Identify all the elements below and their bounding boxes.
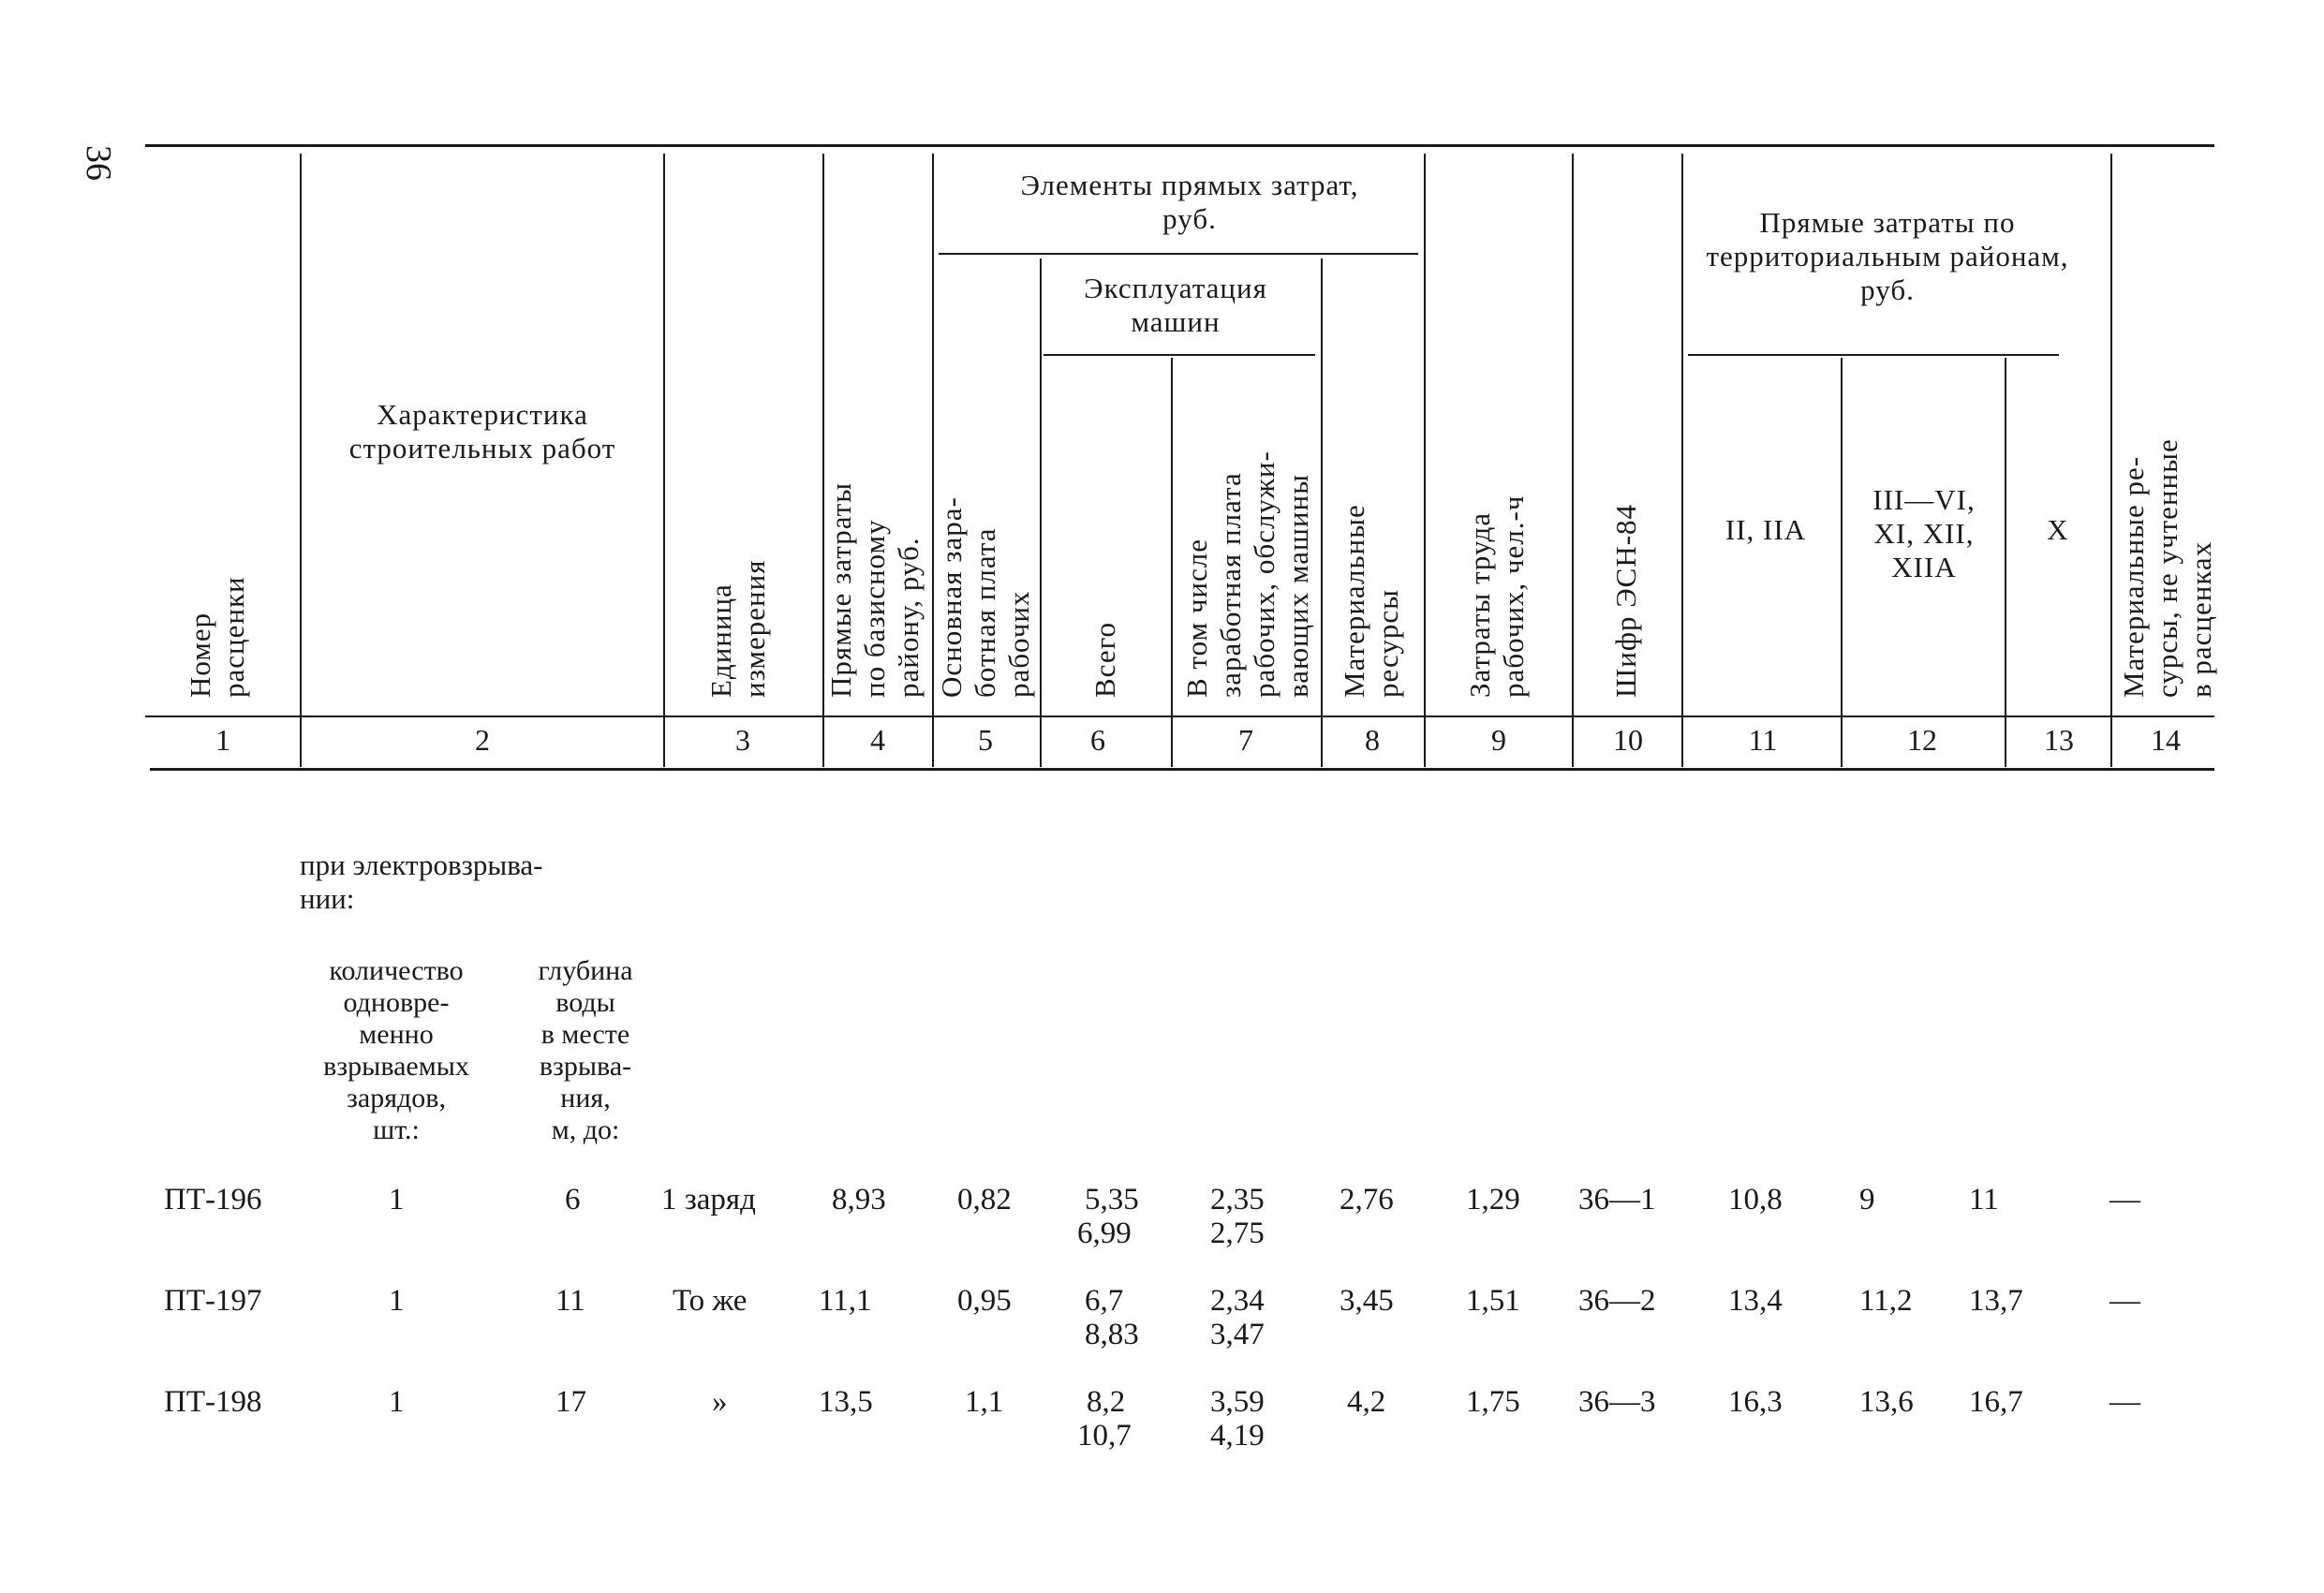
base-wage: 0,82: [957, 1183, 1012, 1217]
col-divider-6: [1171, 358, 1173, 767]
column-number: 3: [735, 723, 750, 757]
region-iii-vi-cost: 13,6: [1859, 1385, 1914, 1419]
column-number: 12: [1907, 723, 1937, 757]
unaccounted-materials: —: [2109, 1385, 2140, 1419]
column-number: 13: [2044, 723, 2074, 757]
machine-wage-adjusted: 2,75: [1210, 1217, 1265, 1250]
machine-wage-adjusted: 4,19: [1210, 1419, 1265, 1453]
header-rate-number: Номер расценки: [184, 576, 250, 698]
header-region-iii-vi: III—VI, XI, XII, XIIА: [1873, 483, 1976, 583]
unit: 1 заряд: [661, 1183, 756, 1217]
region-iii-vi-cost: 9: [1859, 1183, 1875, 1217]
base-wage: 1,1: [965, 1385, 1004, 1419]
region-ii-cost: 10,8: [1728, 1183, 1783, 1217]
labor: 1,29: [1466, 1183, 1520, 1217]
materials: 3,45: [1340, 1284, 1394, 1318]
header-base-cost: Прямые затраты по базисному району, руб.: [824, 481, 925, 698]
unaccounted-materials: —: [2109, 1183, 2140, 1217]
base-cost: 11,1: [819, 1284, 872, 1318]
column-number: 6: [1090, 723, 1105, 757]
header-group-machines: Эксплуатация машин: [1084, 272, 1267, 338]
group-elements-rule: [939, 253, 1418, 255]
machine-wage: 3,59: [1210, 1385, 1265, 1419]
col-divider-7: [1321, 258, 1323, 767]
column-number: 7: [1238, 723, 1253, 757]
column-number: 1: [215, 723, 230, 757]
rate-code: ПТ-196: [164, 1183, 262, 1217]
column-number: 8: [1365, 723, 1380, 757]
base-cost: 8,93: [832, 1183, 886, 1217]
column-number: 14: [2151, 723, 2181, 757]
header-machine-total: Всего: [1088, 621, 1121, 698]
region-x-cost: 11: [1969, 1183, 1999, 1217]
col-divider-10: [1681, 154, 1683, 767]
column-number: 10: [1613, 723, 1643, 757]
machine-total-adjusted: 6,99: [1077, 1217, 1132, 1250]
machine-total-adjusted: 10,7: [1077, 1419, 1132, 1453]
section-title: при электровзрыва- нии:: [300, 848, 543, 915]
group-territorial-rule: [1688, 354, 2059, 356]
header-labor: Затраты труда рабочих, чел.-ч: [1463, 494, 1530, 698]
materials: 4,2: [1347, 1385, 1386, 1419]
header-group-elements: Элементы прямых затрат, руб.: [1020, 169, 1359, 235]
header-group-territorial: Прямые затраты по территориальным районам, руб.: [1706, 206, 2069, 306]
machine-wage-adjusted: 3,47: [1210, 1318, 1265, 1351]
header-base-wage: Основная зара- ботная плата рабочих: [935, 496, 1035, 698]
labor: 1,75: [1466, 1385, 1520, 1419]
rate-code: ПТ-198: [164, 1385, 262, 1419]
charges-count: 1: [389, 1183, 405, 1217]
header-esn-code: Шифр ЭСН-84: [1609, 503, 1642, 698]
charges-count: 1: [389, 1284, 405, 1318]
page-number: 36: [79, 145, 118, 181]
header-region-x: X: [2047, 513, 2069, 546]
esn-code: 36—2: [1578, 1284, 1656, 1318]
header-characteristics: Характеристика строительных работ: [348, 398, 616, 465]
region-x-cost: 13,7: [1969, 1284, 2023, 1318]
unit: »: [712, 1385, 728, 1419]
unaccounted-materials: —: [2109, 1284, 2140, 1318]
header-unit: Единица измерения: [704, 559, 771, 698]
header-top-rule: [145, 144, 2214, 147]
region-ii-cost: 16,3: [1728, 1385, 1783, 1419]
water-depth: 17: [555, 1385, 586, 1419]
col-divider-9: [1572, 154, 1574, 767]
machine-total: 5,35: [1085, 1183, 1139, 1217]
header-machine-wage: В том числе заработная плата рабочих, обслужи- вающих машины: [1180, 450, 1314, 698]
column-number: 2: [475, 723, 490, 757]
materials: 2,76: [1340, 1183, 1394, 1217]
machine-total: 6,7: [1085, 1284, 1124, 1318]
unit: То же: [673, 1284, 748, 1318]
col-divider-2: [663, 154, 665, 767]
water-depth: 11: [555, 1284, 585, 1318]
machine-total-adjusted: 8,83: [1085, 1318, 1139, 1351]
esn-code: 36—1: [1578, 1183, 1656, 1217]
charges-count: 1: [389, 1385, 405, 1419]
region-ii-cost: 13,4: [1728, 1284, 1783, 1318]
base-cost: 13,5: [819, 1385, 873, 1419]
region-x-cost: 16,7: [1969, 1385, 2023, 1419]
header-bottom-rule: [145, 715, 2214, 717]
machine-wage: 2,35: [1210, 1183, 1265, 1217]
header-region-ii: II, IIА: [1724, 513, 1807, 546]
col-divider-8: [1424, 154, 1426, 767]
col-divider-5: [1040, 258, 1042, 767]
col-divider-13: [2110, 154, 2112, 767]
column-numbers-rule: [150, 768, 2214, 771]
column-number: 11: [1748, 723, 1778, 757]
subheading-charges: количество одновре- менно взрываемых зарядов, шт.:: [323, 955, 469, 1145]
column-number: 5: [978, 723, 993, 757]
col-divider-11: [1841, 358, 1843, 767]
region-iii-vi-cost: 11,2: [1859, 1284, 1913, 1318]
machine-wage: 2,34: [1210, 1284, 1265, 1318]
subheading-depth: глубина воды в месте взрыва- ния, м, до:: [538, 955, 633, 1145]
column-number: 4: [870, 723, 885, 757]
base-wage: 0,95: [957, 1284, 1012, 1318]
column-number: 9: [1491, 723, 1506, 757]
esn-code: 36—3: [1578, 1385, 1656, 1419]
labor: 1,51: [1466, 1284, 1520, 1318]
water-depth: 6: [565, 1183, 581, 1217]
group-machines-rule: [1044, 354, 1315, 356]
rate-code: ПТ-197: [164, 1284, 262, 1318]
col-divider-4: [932, 154, 934, 767]
machine-total: 8,2: [1087, 1385, 1126, 1419]
header-unaccounted-materials: Материальные ре- сурсы, не учтенные в расценках: [2117, 438, 2217, 698]
header-materials: Материальные ресурсы: [1338, 504, 1404, 698]
col-divider-12: [2005, 358, 2006, 767]
